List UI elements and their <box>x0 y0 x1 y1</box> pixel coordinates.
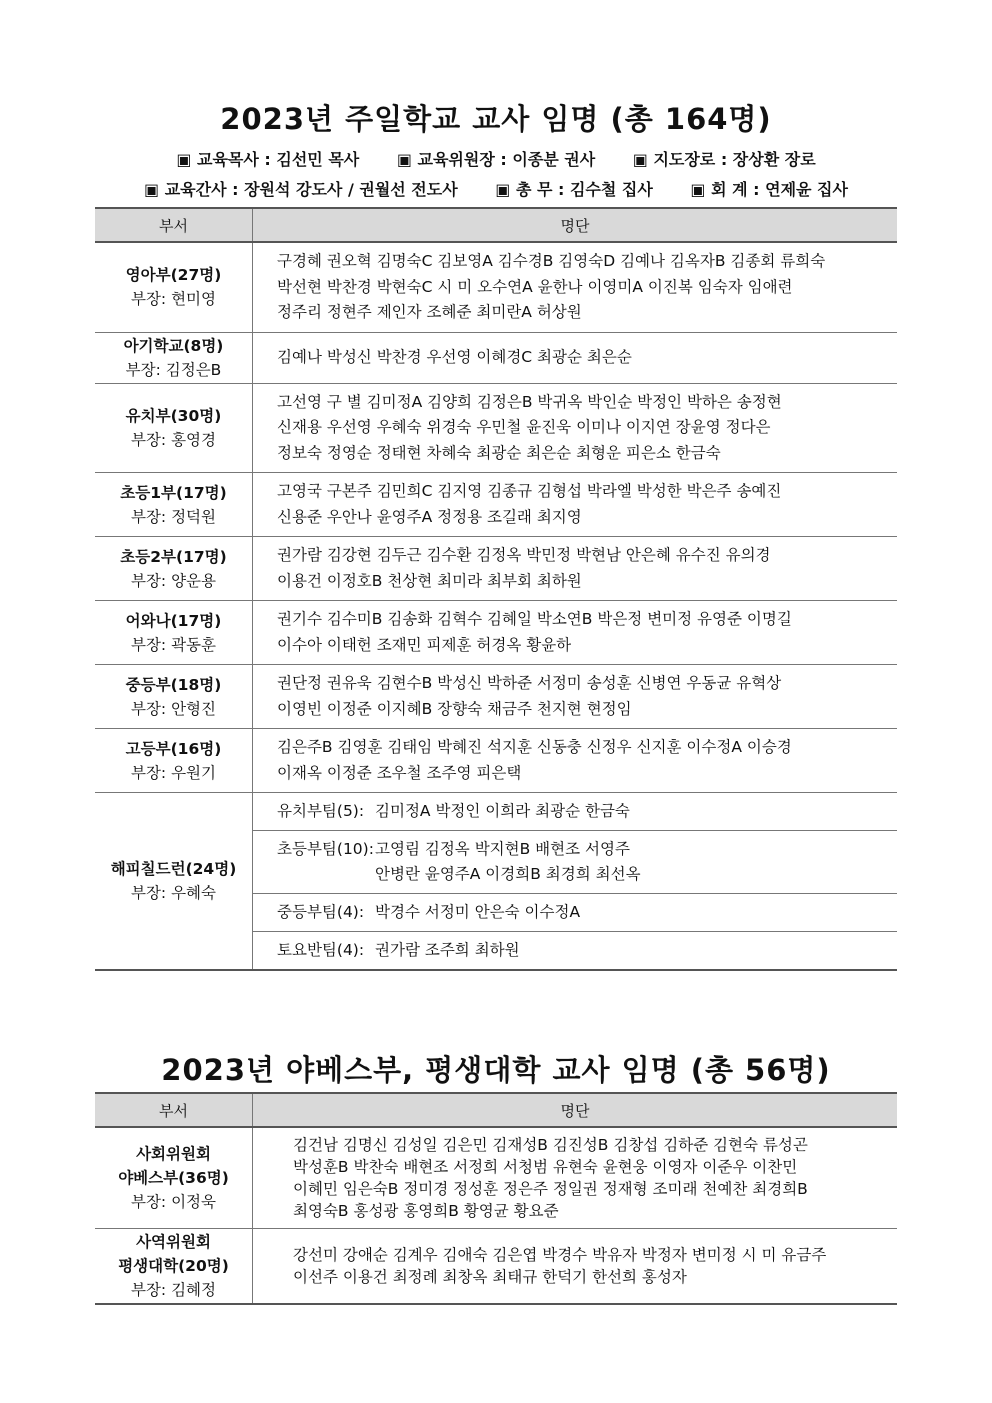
committee-name: 사역위원회 <box>136 1233 211 1251</box>
dept-name: 영아부(27명) <box>125 266 222 285</box>
dept-head: 부장: 이정욱 <box>130 1193 216 1211</box>
team-label: 초등부팀(10): <box>277 840 374 858</box>
officer-education-pastor: ▣ 교육목사 : 김선민 목사 <box>176 150 360 169</box>
table-row <box>95 242 897 332</box>
team-line <box>277 900 897 925</box>
committee-name: 사회위원회 <box>136 1145 211 1163</box>
dept-cell <box>95 1127 253 1229</box>
officer-education-secretary: ▣ 교육간사 : 장원석 강도사 / 권월선 전도사 <box>144 180 458 199</box>
member-line: 고선영 구 별 김미정A 김양희 김정은B 박귀옥 박인순 박정인 박하은 송정현 <box>277 392 782 411</box>
dept-head: 부장: 정덕원 <box>130 507 216 526</box>
member-line: 이수아 이태헌 조재민 피제훈 허경옥 황윤하 <box>277 635 572 654</box>
happy-team-row <box>95 793 897 831</box>
member-line: 정주리 정현주 제인자 조혜준 최미란A 허상원 <box>277 303 582 321</box>
officer-education-chair: ▣ 교육위원장 : 이종분 권사 <box>396 150 596 169</box>
member-line: 신재용 우선영 우혜숙 위경숙 우민철 윤진욱 이미나 이지연 장윤영 정다은 <box>277 418 771 436</box>
table-row <box>95 601 897 665</box>
dept-name: 야베스부(36명) <box>118 1169 229 1187</box>
member-line: 정보숙 정영순 정태현 차혜숙 최광순 최은순 최형운 피은소 한금숙 <box>277 443 721 462</box>
dept-head: 부장: 우혜숙 <box>130 884 216 902</box>
dept-name: 고등부(16명) <box>125 739 222 758</box>
team-members: 고영림 김정옥 박지현B 배현조 서영주 <box>375 840 630 858</box>
member-line: 이선주 이용건 최정례 최창옥 최태규 한덕기 한선희 홍성자 <box>293 1268 687 1286</box>
member-line: 박성훈B 박찬숙 배현조 서정희 서청범 유현숙 윤현웅 이영자 이준우 이찬민 <box>293 1158 798 1176</box>
member-line: 김은주B 김영훈 김태임 박혜진 석지훈 신동충 신정우 신지훈 이수정A 이승경 <box>277 738 792 756</box>
team-label: 중등부팀(4): <box>277 903 365 921</box>
table-row <box>95 665 897 729</box>
members-cell <box>253 537 898 601</box>
member-line: 이영빈 이정준 이지혜B 장향숙 채금주 천지현 현정임 <box>277 699 632 718</box>
member-line: 강선미 강애순 김계우 김애숙 김은엽 박경수 박유자 박정자 변미정 시 미 유금주 <box>293 1246 827 1264</box>
dept-name: 평생대학(20명) <box>118 1257 229 1275</box>
team-cell <box>253 831 898 894</box>
dept-name: 아기학교(8명) <box>123 336 224 355</box>
dept-cell <box>95 1229 253 1305</box>
officer-general-affairs: ▣ 총 무 : 김수철 집사 <box>495 180 653 199</box>
column-header-members: 명단 <box>253 208 898 242</box>
team-cell <box>253 894 898 932</box>
officer-guiding-elder: ▣ 지도장로 : 장상환 장로 <box>632 150 816 169</box>
column-header-dept: 부서 <box>95 208 253 242</box>
members-cell <box>253 1127 898 1229</box>
dept-head: 부장: 안형진 <box>130 699 216 718</box>
dept-head: 부장: 현미영 <box>130 290 216 309</box>
page-title: 2023년 주일학교 교사 임명 (총 164명) <box>220 102 772 136</box>
dept-cell <box>95 332 253 383</box>
column-header-dept: 부서 <box>95 1093 253 1127</box>
member-line: 권단정 권유욱 김현수B 박성신 박하준 서정미 송성훈 신병연 우동균 유혁상 <box>277 674 782 692</box>
team-label: 유치부팀(5): <box>277 802 365 820</box>
members-cell <box>253 729 898 793</box>
team-members: 김미정A 박정인 이희라 최광순 한금숙 <box>375 802 630 820</box>
member-line: 김예나 박성신 박찬경 우선영 이혜경C 최광순 최은순 <box>277 347 632 366</box>
members-cell <box>253 383 898 473</box>
table-row <box>95 332 897 383</box>
jabez-university-teacher-table <box>95 1092 897 1305</box>
member-line: 고영국 구본주 김민희C 김지영 김종규 김형섭 박라엘 박성한 박은주 송예진 <box>277 482 782 500</box>
team-label: 토요반팀(4): <box>277 941 365 959</box>
dept-name: 초등2부(17명) <box>120 547 227 566</box>
team-line <box>277 837 897 862</box>
dept-name: 어와나(17명) <box>125 611 222 630</box>
officer-treasurer: ▣ 회 계 : 연제윤 집사 <box>690 180 848 199</box>
member-line: 최영숙B 홍성광 홍영희B 황영균 황요준 <box>293 1202 559 1220</box>
dept-name: 중등부(18명) <box>125 675 222 694</box>
dept-cell <box>95 793 253 971</box>
dept-cell <box>95 383 253 473</box>
dept-name: 초등1부(17명) <box>120 483 227 502</box>
dept-head: 부장: 곽동훈 <box>130 635 216 654</box>
dept-name: 해피칠드런(24명) <box>110 860 237 878</box>
dept-cell <box>95 473 253 537</box>
member-line: 권가람 김강현 김두근 김수환 김정옥 박민정 박현남 안은혜 유수진 유의경 <box>277 546 771 564</box>
dept-head: 부장: 홍영경 <box>130 430 216 449</box>
team-cell <box>253 793 898 831</box>
team-members: 권가람 조주희 최하원 <box>375 941 520 959</box>
members-cell <box>253 601 898 665</box>
table-row <box>95 383 897 473</box>
officers-line-2 <box>0 177 992 200</box>
member-line: 이재옥 이정준 조우철 조주영 피은택 <box>277 763 522 782</box>
dept-cell <box>95 729 253 793</box>
member-line: 구경혜 권오혁 김명숙C 김보영A 김수경B 김영숙D 김예나 김옥자B 김종회 류희숙 <box>277 252 826 270</box>
team-line <box>277 799 897 824</box>
team-members: 박경수 서정미 안은숙 이수정A <box>375 903 581 921</box>
dept-head: 부장: 우원기 <box>130 763 216 782</box>
dept-head: 부장: 양운용 <box>130 571 216 590</box>
dept-cell <box>95 537 253 601</box>
table-row <box>95 1127 897 1229</box>
members-cell <box>253 665 898 729</box>
officers-line-1 <box>0 147 992 170</box>
team-line <box>277 938 897 963</box>
table-row <box>95 537 897 601</box>
table-row <box>95 729 897 793</box>
column-header-members: 명단 <box>253 1093 898 1127</box>
table-row <box>95 1229 897 1305</box>
dept-cell <box>95 601 253 665</box>
dept-cell <box>95 242 253 332</box>
member-line: 이혜민 임은숙B 정미경 정성훈 정은주 정일권 정재형 조미래 천예찬 최경희B <box>293 1180 808 1198</box>
dept-name: 유치부(30명) <box>125 406 222 425</box>
members-cell <box>253 1229 898 1305</box>
members-cell <box>253 242 898 332</box>
table-row <box>95 473 897 537</box>
members-cell <box>253 332 898 383</box>
section-title-2: 2023년 야베스부, 평생대학 교사 임명 (총 56명) <box>161 1053 831 1087</box>
member-line: 권기수 김수미B 김송화 김혁수 김혜일 박소연B 박은정 변미정 유영준 이명길 <box>277 610 792 628</box>
member-line: 김건남 김명신 김성일 김은민 김재성B 김진성B 김창섭 김하준 김현숙 류성곤 <box>293 1136 808 1154</box>
team-line <box>277 862 897 887</box>
member-line: 이용건 이정호B 천상현 최미라 최부회 최하원 <box>277 571 582 590</box>
dept-cell <box>95 665 253 729</box>
member-line: 신용준 우안나 윤영주A 정정용 조길래 최지영 <box>277 507 582 526</box>
member-line: 박선현 박찬경 박현숙C 시 미 오수연A 윤한나 이영미A 이진복 임숙자 임애련 <box>277 277 793 296</box>
members-cell <box>253 473 898 537</box>
team-cell <box>253 932 898 971</box>
dept-head: 부장: 김정은B <box>125 360 222 379</box>
team-members: 안병란 윤영주A 이경희B 최경희 최선옥 <box>375 865 641 883</box>
dept-head: 부장: 김혜정 <box>130 1281 216 1299</box>
sunday-school-teacher-table <box>95 207 897 971</box>
